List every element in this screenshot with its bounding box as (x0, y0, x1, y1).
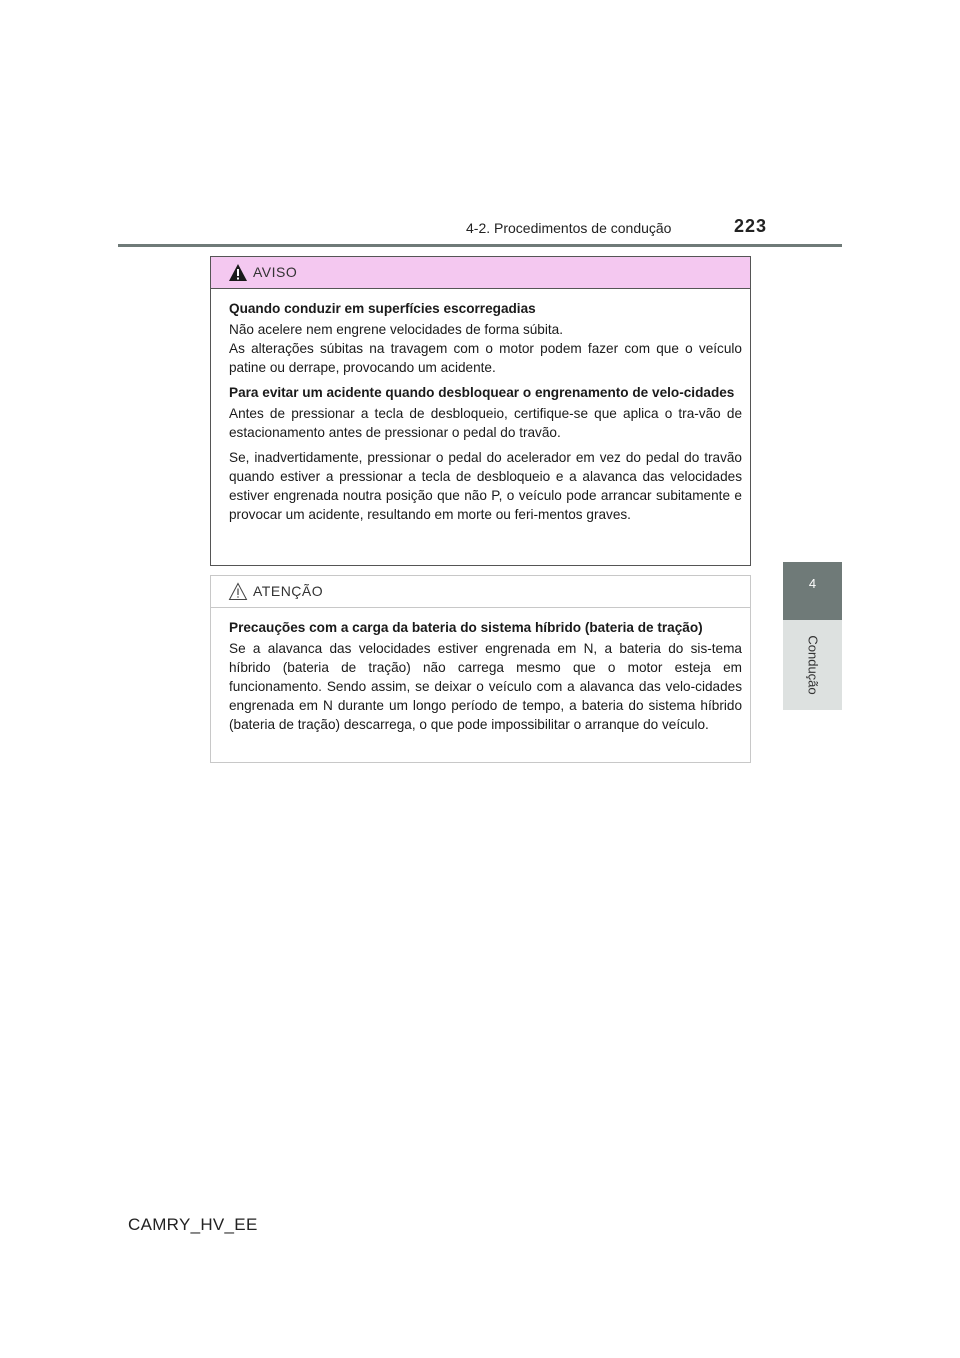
caution-heading-battery: Precauções com a carga da bateria do sistema híbrido (bateria de tração) (229, 620, 703, 635)
caution-paragraph: Se a alavanca das velocidades estiver engrenada em N, a bateria do sis-tema híbrido (bateria de tração) não carrega mesmo que o motor esteja em funcionamento. Sendo assim, se deixar o veículo com a alavanca das velo-cidades engrenada em N durante um longo período de tempo, a bateria do sistema híbrido (bateria de tração) descarrega, o que pode impossibilitar o arranque do veículo. (229, 641, 742, 732)
section-title: 4-2. Procedimentos de condução (466, 220, 672, 236)
warning-paragraph: Antes de pressionar a tecla de desbloqueio, certifique-se que aplica o tra-vão de estacionamento antes de pressionar o pedal do travão. (229, 406, 742, 440)
caution-title: ATENÇÃO (253, 583, 324, 599)
warning-heading-release: Para evitar um acidente quando desbloquear o engrenamento de velo-cidades (229, 385, 735, 400)
warning-heading-slippery: Quando conduzir em superfícies escorregadias (229, 301, 536, 316)
chapter-tab-number: 4 (783, 562, 842, 620)
caution-body (211, 608, 750, 734)
chapter-tab-label: Condução (805, 635, 821, 695)
warning-paragraph: As alterações súbitas na travagem com o motor podem fazer com que o veículo patine ou derrape, provocando um acidente. (229, 341, 742, 375)
warning-title: AVISO (253, 264, 298, 280)
caution-box (210, 575, 751, 763)
warning-box (210, 256, 751, 566)
warning-triangle-icon (228, 263, 248, 282)
warning-paragraph: Se, inadvertidamente, pressionar o pedal do acelerador em vez do pedal do travão quando estiver a pressionar a tecla de desbloqueio e a alavanca das velocidades estiver engrenada noutra posição que não P, o veículo pode arrancar subitamente e provocar um acidente, resultando em morte ou feri-mentos graves. (229, 450, 742, 522)
header-rule (118, 244, 842, 247)
caution-triangle-icon (228, 582, 248, 601)
page-number: 223 (734, 216, 768, 236)
warning-body (211, 289, 750, 524)
warning-paragraph: Não acelere nem engrene velocidades de forma súbita. (229, 322, 564, 337)
model-code: CAMRY_HV_EE (128, 1215, 258, 1234)
caution-header (211, 576, 750, 608)
warning-header (211, 257, 750, 289)
